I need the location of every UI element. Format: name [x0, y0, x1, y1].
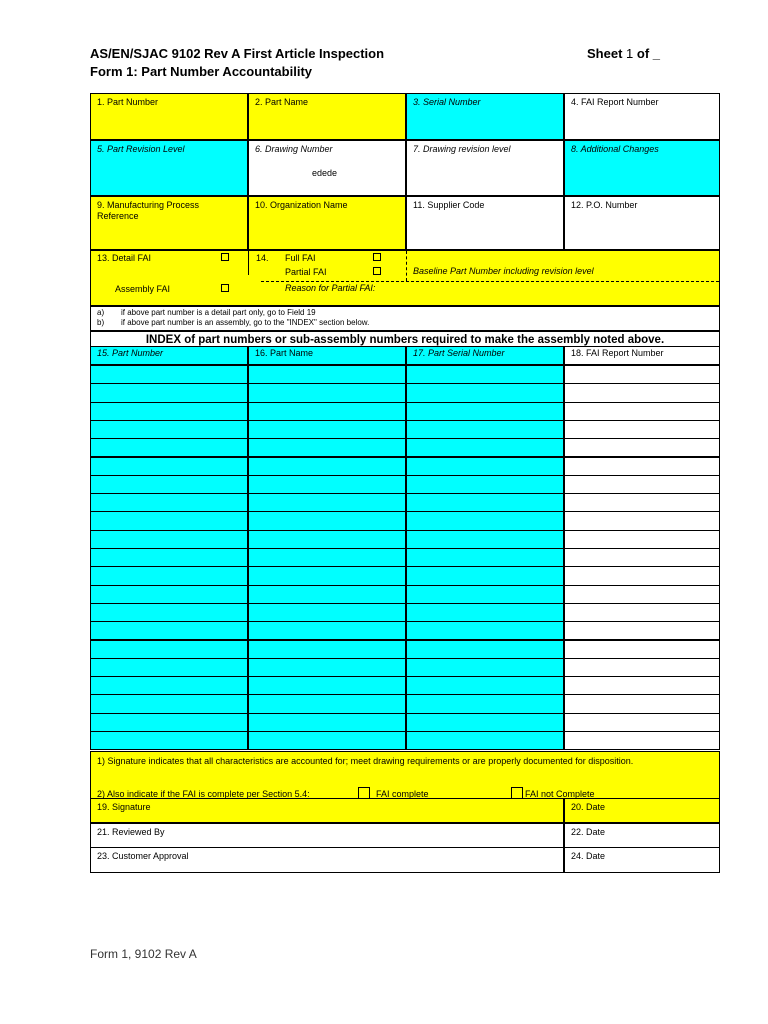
field-label: 5. Part Revision Level — [97, 144, 185, 154]
sheet-number[interactable]: 1 — [626, 46, 634, 61]
index-table-cell[interactable] — [248, 457, 406, 476]
index-table-cell[interactable] — [406, 475, 564, 494]
index-table-cell[interactable] — [90, 585, 248, 604]
index-table-cell[interactable] — [248, 530, 406, 549]
index-col-header: 17. Part Serial Number — [406, 346, 564, 365]
index-table-cell[interactable] — [564, 731, 720, 750]
field-label: 23. Customer Approval — [97, 851, 189, 861]
index-table-cell[interactable] — [406, 438, 564, 457]
index-table-cell[interactable] — [90, 475, 248, 494]
field-label: 2. Part Name — [255, 97, 309, 107]
index-table-cell[interactable] — [90, 383, 248, 402]
index-table-cell[interactable] — [248, 713, 406, 732]
index-table-cell[interactable] — [248, 475, 406, 494]
index-table-cell[interactable] — [90, 548, 248, 567]
index-table-cell[interactable] — [406, 731, 564, 750]
index-title: INDEX of part numbers or sub-assembly numbers required to make the assembly noted above. — [90, 331, 720, 347]
field-serial-number[interactable] — [406, 93, 564, 140]
dashed-separator — [261, 281, 719, 282]
field-label: 11. Supplier Code — [413, 200, 485, 210]
signature-statement — [90, 751, 720, 799]
index-table-cell[interactable] — [248, 731, 406, 750]
field-approval-date[interactable] — [564, 847, 720, 873]
note-a-text: if above part number is a detail part only, go to Field 19 — [121, 308, 316, 317]
index-table-cell[interactable] — [248, 365, 406, 384]
index-table-cell[interactable] — [564, 530, 720, 549]
index-table-cell[interactable] — [248, 603, 406, 622]
detail-fai-option: 13. Detail FAI — [97, 253, 152, 263]
field-po-number[interactable] — [564, 196, 720, 250]
note-b-text: if above part number is an assembly, go to the "INDEX" section below. — [121, 318, 370, 327]
index-table-cell[interactable] — [90, 566, 248, 585]
index-table-cell[interactable] — [406, 566, 564, 585]
index-table-cell[interactable] — [90, 438, 248, 457]
index-table-cell[interactable] — [248, 548, 406, 567]
index-table-cell[interactable] — [564, 420, 720, 439]
index-table-cell[interactable] — [248, 676, 406, 695]
index-table-cell[interactable] — [406, 585, 564, 604]
note-a-marker: a) — [97, 308, 105, 317]
detail-fai-checkbox[interactable] — [221, 253, 229, 261]
field-reviewed-by[interactable] — [90, 823, 564, 848]
partial-fai-reason[interactable]: Reason for Partial FAI: — [285, 283, 376, 293]
index-table — [90, 346, 720, 752]
index-table-cell[interactable] — [248, 493, 406, 512]
index-table-cell[interactable] — [90, 511, 248, 530]
index-table-cell[interactable] — [406, 402, 564, 421]
index-table-cell[interactable] — [248, 640, 406, 659]
index-table-cell[interactable] — [406, 420, 564, 439]
index-table-cell[interactable] — [90, 402, 248, 421]
index-table-cell[interactable] — [406, 713, 564, 732]
field-label: 3. Serial Number — [413, 97, 481, 107]
field-label: 22. Date — [571, 827, 606, 837]
field-label: 4. FAI Report Number — [571, 97, 659, 107]
field-14-number: 14. — [256, 253, 269, 263]
index-table-cell[interactable] — [248, 402, 406, 421]
baseline-part-number[interactable]: Baseline Part Number including revision level — [413, 266, 594, 276]
index-table-cell[interactable] — [248, 383, 406, 402]
field-label: 10. Organization Name — [255, 200, 348, 210]
form-footer: Form 1, 9102 Rev A — [90, 947, 197, 961]
index-table-cell[interactable] — [90, 420, 248, 439]
field-part-number[interactable] — [90, 93, 248, 140]
index-table-cell[interactable] — [564, 585, 720, 604]
field-customer-approval[interactable] — [90, 847, 564, 873]
partial-fai-checkbox[interactable] — [373, 267, 381, 275]
index-table-cell[interactable] — [248, 694, 406, 713]
index-col-header: 16. Part Name — [248, 346, 406, 365]
index-table-cell[interactable] — [406, 603, 564, 622]
index-table-cell[interactable] — [564, 713, 720, 732]
index-table-cell[interactable] — [406, 676, 564, 695]
index-table-cell[interactable] — [564, 658, 720, 677]
index-table-cell[interactable] — [248, 658, 406, 677]
field-manufacturing-process-reference[interactable] — [90, 196, 248, 250]
field-label: 9. Manufacturing Process Reference — [97, 200, 200, 221]
index-table-cell[interactable] — [406, 694, 564, 713]
index-table-cell[interactable] — [564, 493, 720, 512]
index-table-cell[interactable] — [248, 566, 406, 585]
drawing-number-value: edede — [312, 168, 338, 178]
index-table-cell[interactable] — [564, 640, 720, 659]
index-table-cell[interactable] — [248, 621, 406, 640]
index-table-cell[interactable] — [564, 402, 720, 421]
field-label: 8. Additional Changes — [571, 144, 659, 154]
index-table-cell[interactable] — [564, 475, 720, 494]
field-organization-name[interactable] — [248, 196, 406, 250]
field-drawing-number[interactable] — [248, 140, 406, 196]
index-table-cell[interactable] — [90, 365, 248, 384]
index-table-cell[interactable] — [406, 548, 564, 567]
fai-not-complete-label: FAI not Complete — [525, 789, 595, 799]
index-table-cell[interactable] — [406, 365, 564, 384]
index-table-cell[interactable] — [90, 731, 248, 750]
field-label: 19. Signature — [97, 802, 151, 812]
index-table-cell[interactable] — [564, 457, 720, 476]
index-table-cell[interactable] — [90, 713, 248, 732]
field-signature-date[interactable] — [564, 798, 720, 823]
index-table-cell[interactable] — [248, 511, 406, 530]
assembly-fai-option: Assembly FAI — [115, 284, 171, 294]
index-table-cell[interactable] — [406, 658, 564, 677]
index-col-header: 15. Part Number — [90, 346, 248, 365]
form-title: AS/EN/SJAC 9102 Rev A First Article Inspection — [90, 46, 385, 61]
index-table-cell[interactable] — [564, 383, 720, 402]
fai-complete-label: FAI complete — [376, 789, 429, 799]
field-additional-changes[interactable] — [564, 140, 720, 196]
sheet-label: Sheet — [587, 46, 623, 61]
partial-fai-option: Partial FAI — [285, 267, 327, 277]
field-fai-report-number[interactable] — [564, 93, 720, 140]
field-part-revision-level[interactable] — [90, 140, 248, 196]
index-table-cell[interactable] — [90, 457, 248, 476]
index-table-cell[interactable] — [406, 621, 564, 640]
index-table-cell[interactable] — [406, 383, 564, 402]
index-table-cell[interactable] — [406, 493, 564, 512]
field-label: 7. Drawing revision level — [413, 144, 511, 154]
index-table-cell[interactable] — [90, 694, 248, 713]
index-table-cell[interactable] — [564, 566, 720, 585]
index-table-cell[interactable] — [90, 621, 248, 640]
index-table-cell[interactable] — [406, 530, 564, 549]
index-table-cell[interactable] — [406, 457, 564, 476]
index-table-cell[interactable] — [564, 365, 720, 384]
field-supplier-code[interactable] — [406, 196, 564, 250]
index-table-cell[interactable] — [248, 585, 406, 604]
index-table-cell[interactable] — [248, 420, 406, 439]
fai-type-section — [90, 250, 720, 306]
index-table-cell[interactable] — [564, 694, 720, 713]
index-table-cell[interactable] — [564, 511, 720, 530]
index-table-cell[interactable] — [406, 640, 564, 659]
dashed-divider — [406, 251, 407, 281]
index-table-cell[interactable] — [90, 493, 248, 512]
field-label: 21. Reviewed By — [97, 827, 165, 837]
index-table-cell[interactable] — [564, 676, 720, 695]
index-table-cell[interactable] — [564, 548, 720, 567]
index-table-cell[interactable] — [90, 676, 248, 695]
index-table-cell[interactable] — [564, 621, 720, 640]
field-signature[interactable] — [90, 798, 564, 823]
field-label: 6. Drawing Number — [255, 144, 333, 154]
field-part-name[interactable] — [248, 93, 406, 140]
sheet-of: of _ — [636, 46, 661, 61]
form-subtitle: Form 1: Part Number Accountability — [90, 64, 312, 79]
note-b — [97, 318, 713, 328]
instructions-notes — [90, 306, 720, 331]
note-a — [97, 308, 713, 318]
index-table-cell[interactable] — [248, 438, 406, 457]
assembly-fai-checkbox[interactable] — [221, 284, 229, 292]
field-label: 24. Date — [571, 851, 606, 861]
index-table-cell[interactable] — [90, 530, 248, 549]
index-table-cell[interactable] — [564, 603, 720, 622]
divider-line — [248, 251, 249, 275]
field-drawing-revision-level[interactable] — [406, 140, 564, 196]
field-label: 12. P.O. Number — [571, 200, 638, 210]
field-label: 20. Date — [571, 802, 606, 812]
full-fai-checkbox[interactable] — [373, 253, 381, 261]
statement-1: 1) Signature indicates that all characteristics are accounted for; meet drawing requirements or are properly documented for disposition. — [97, 756, 634, 766]
index-table-cell[interactable] — [90, 658, 248, 677]
field-reviewed-date[interactable] — [564, 823, 720, 848]
index-table-cell[interactable] — [90, 603, 248, 622]
note-b-marker: b) — [97, 318, 105, 327]
index-col-header: 18. FAI Report Number — [564, 346, 720, 365]
index-table-cell[interactable] — [90, 640, 248, 659]
statement-2-text: 2) Also indicate if the FAI is complete per Section 5.4: — [97, 789, 310, 799]
index-table-cell[interactable] — [406, 511, 564, 530]
full-fai-option: Full FAI — [285, 253, 316, 263]
index-table-cell[interactable] — [564, 438, 720, 457]
sheet-indicator — [587, 46, 660, 61]
field-label: 1. Part Number — [97, 97, 159, 107]
